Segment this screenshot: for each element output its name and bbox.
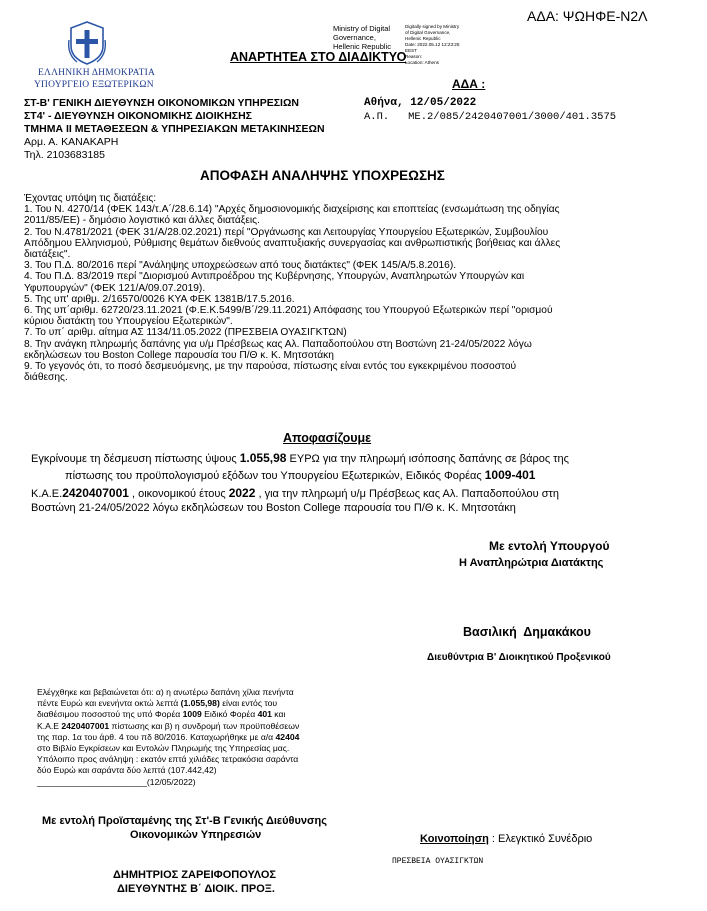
consideration-line: Έχοντας υπόψη τις διατάξεις:	[24, 193, 157, 204]
ada-label: ΑΔΑ :	[452, 77, 486, 91]
decision-text: ΕΥΡΩ για την πληρωμή ισόποσης δαπάνης σε βάρος της	[286, 453, 569, 465]
consideration-line: κύριου διατάκτη του Υπουργείου Εξωτερικών".	[24, 316, 233, 328]
bottom-by-order: Με εντολή Προϊσταμένης της Στ'-Β Γενικής Διεύθυνσης	[42, 815, 327, 827]
stamp-right-7: Location: Athens	[405, 60, 439, 65]
notification-value: Ελεγκτικό Συνέδριο	[498, 833, 593, 845]
decision-amount: 1.055,98	[239, 451, 287, 465]
decision-line-3	[31, 486, 559, 500]
verification-line	[37, 709, 299, 720]
ada-top: ΑΔΑ: ΨΩΗΦΕ-Ν2Λ	[527, 8, 648, 24]
verification-block	[37, 687, 299, 788]
greek-emblem	[67, 20, 107, 66]
bottom-signer-name: ΔΗΜΗΤΡΙΟΣ ΖΑΡΕΙΦΟΠΟΥΛΟΣ	[113, 869, 276, 881]
decision-text: Εγκρίνουμε τη δέσμευση πίστωσης ύψους	[31, 453, 240, 465]
consideration-line: διατάξεις".	[24, 249, 71, 261]
notification-sep: :	[488, 833, 499, 845]
by-order: Με εντολή Υπουργού	[489, 539, 610, 553]
consideration-line: 2011/85/ΕΕ) - δημόσιο λογιστικό και άλλες διατάξεις.	[24, 215, 260, 227]
verification-entry-number: 42404	[275, 731, 300, 742]
stamp-right-1: Digitally signed by Ministry	[405, 24, 460, 29]
decision-title: ΑΠΟΦΑΣΗ ΑΝΑΛΗΨΗΣ ΥΠΟΧΡΕΩΣΗΣ	[200, 168, 445, 183]
embassy-recipient: ΠΡΕΣΒΕΙΑ ΟΥΑΣΙΓΚΤΩΝ	[392, 857, 484, 866]
consideration-line: εκδηλώσεων του Boston College παρουσία του Π/Θ κ. Κ. Μητσοτάκη	[24, 349, 334, 361]
department-line-1: ΣΤ-Β' ΓΕΝΙΚΗ ΔΙΕΥΘΥΝΣΗ ΟΙΚΟΝΟΜΙΚΩΝ ΥΠΗΡΕΣΙΩΝ	[24, 97, 299, 109]
verification-line: Υπόλοιπο προς ανάληψη : εκατόν επτά χιλιάδες τετρακόσια σαράντα	[37, 754, 299, 765]
verification-agency: 1009	[182, 709, 202, 720]
stamp-left-2: Governance,	[333, 33, 376, 42]
department-line-2: ΣΤ4' - ΔΙΕΥΘΥΝΣΗ ΟΙΚΟΝΟΜΙΚΗΣ ΔΙΟΙΚΗΣΗΣ	[24, 110, 252, 122]
verification-line	[37, 698, 299, 709]
protocol-line: Α.Π. ΜΕ.2/085/2420407001/3000/401.3575	[364, 111, 617, 123]
consideration-line: 6. Της υπ΄αριθμ. 62720/23.11.2021 (Φ.Ε.Κ.5499/Β΄/29.11.2021) Απόφασης του Υπουργού Εξωτερικών περί "ορισμού	[24, 305, 553, 317]
bottom-signer-role: ΔΙΕΥΘΥΝΤΗΣ Β΄ ΔΙΟΙΚ. ΠΡΟΞ.	[117, 883, 275, 895]
emblem-line-1: ΕΛΛΗΝΙΚΗ ΔΗΜΟΚΡΑΤΙΑ	[38, 68, 156, 78]
verification-text: πίστωσης και β) η συνδρομή των προϋποθέσεων	[109, 720, 300, 731]
decision-text: , για την πληρωμή υ/μ Πρέσβεως κας Αλ. Παπαδοπούλου στη	[255, 488, 560, 500]
notification-label: Κοινοποίηση	[420, 833, 489, 845]
consideration-line: 8. Την ανάγκη πληρωμής δαπάνης για υ/μ Πρέσβεως κας Αλ. Παπαδοπούλου στη Βοστώνη 21-24/05/2022 λόγω	[24, 338, 532, 350]
contact-person: Αρμ. Α. ΚΑΝΑΚΑΡΗ	[24, 136, 119, 148]
consideration-line: 7. Το υπ΄ αριθμ. αίτημα ΑΣ 1134/11.05.2022 (ΠΡΕΣΒΕΙΑ ΟΥΑΣΙΓΚΤΩΝ)	[24, 327, 347, 339]
stamp-right-6: Reason:	[405, 54, 423, 59]
verification-text: Κ.Α.Ε	[37, 720, 62, 731]
decision-text: , οικονομικού έτους	[128, 488, 229, 500]
verification-line: δύο Ευρώ και σαράντα δύο λεπτά (107.442,42)	[37, 765, 217, 776]
verification-line	[37, 721, 299, 732]
verification-text: πέντε Ευρώ και ενενήντα οκτώ λεπτά	[37, 698, 181, 709]
contact-phone: Τηλ. 2103683185	[24, 149, 105, 161]
decision-text: Κ.Α.Ε.	[31, 488, 63, 500]
verification-special-agency: 401	[257, 709, 272, 720]
consideration-line: 9. Το γεγονός ότι, το ποσό δεσμευόμενης, με την παρούσα, πίστωσης είναι εντός του εγκεκριμένου ποσοστού	[24, 361, 517, 373]
decide-heading: Αποφασίζουμε	[283, 431, 372, 445]
consideration-line: διάθεσης.	[24, 372, 68, 384]
stamp-right-3: Hellenic Republic	[405, 36, 441, 41]
coat-of-arms-icon	[67, 20, 107, 66]
verification-kae: 2420407001	[61, 720, 110, 731]
stamp-right-2: of Digital Governance,	[405, 30, 451, 35]
notification	[420, 833, 592, 845]
decision-line-1	[31, 451, 569, 465]
decision-line-4: Βοστώνη 21-24/05/2022 λόγω εκδηλώσεων του Boston College παρουσία του Π/Θ κ. Κ. Μητσοτάκη	[31, 502, 516, 514]
stamp-left-3: Hellenic Republic	[333, 42, 391, 51]
verification-text: διαθέσιμου ποσοστού της υπό Φορέα	[37, 709, 183, 720]
bottom-dept: Οικονομικών Υπηρεσιών	[130, 829, 262, 841]
verification-text: της παρ. 1α του άρθ. 4 του πδ 80/2016. Καταχωρήθηκε με α/α	[37, 731, 276, 742]
consideration-line: 5. Της υπ' αριθμ. 2/16570/0026 ΚΥΑ ΦΕΚ 1381Β/17.5.2016.	[24, 293, 295, 305]
stamp-right-4: Date: 2022.05.12 12:23:25	[405, 42, 460, 47]
decision-agency: 1009-401	[484, 468, 536, 482]
verification-amount: (1.055,98)	[180, 698, 220, 709]
verification-text: Ειδικό Φορέα	[201, 709, 258, 720]
department-line-3: ΤΜΗΜΑ ΙΙ ΜΕΤΑΘΕΣΕΩΝ & ΥΠΗΡΕΣΙΑΚΩΝ ΜΕΤΑΚΙΝΗΣΕΩΝ	[24, 123, 325, 135]
verification-text: και	[271, 709, 286, 720]
consideration-line: 2. Του Ν.4781/2021 (ΦΕΚ 31/Α/28.02.2021) περί "Οργάνωσης και Λειτουργίας Υπουργείου Εξωτερικών, Συμβουλίου	[24, 226, 549, 238]
consideration-line: Υφυπουργών" (ΦΕΚ 121/Α/09.07.2019).	[24, 282, 206, 294]
signer-role: Διευθύντρια Β' Διοικητικού Προξενικού	[427, 652, 611, 663]
decision-year: 2022	[228, 486, 256, 500]
decision-kae: 2420407001	[62, 486, 129, 500]
decision-text: πίστωσης του προϋπολογισμού εξόδων του Υπουργείου Εξωτερικών, Ειδικός Φορέας	[65, 470, 485, 482]
considerations	[24, 193, 664, 383]
consideration-line: 4. Του Π.Δ. 83/2019 περί "Διορισμού Αντιπροέδρου της Κυβέρνησης, Υπουργών, Αναπληρωτών Υπουργών και	[24, 271, 525, 283]
consideration-line: 1. Του Ν. 4270/14 (ΦΕΚ 143/τ.Α΄/28.6.14) "Αρχές δημοσιονομικής διαχείρισης και εποπτείας (ενσωμάτωση της οδηγίας	[24, 204, 560, 216]
date-line: Αθήνα, 12/05/2022	[364, 97, 477, 109]
posted-heading: ΑΝΑΡΤΗΤΕΑ ΣΤΟ ΔΙΑΔΙΚΤΥΟ	[230, 50, 407, 64]
emblem-line-2: ΥΠΟΥΡΓΕΙΟ ΕΞΩΤΕΡΙΚΩΝ	[34, 80, 154, 90]
decision-line-2	[65, 468, 535, 482]
deputy-authorizer: Η Αναπληρώτρια Διατάκτης	[459, 557, 604, 569]
verification-line	[37, 732, 299, 743]
consideration-line: Απόδημου Ελληνισμού, Ρύθμισης θεμάτων διεθνούς αναπτυξιακής συνεργασίας και ανθρωπιστικής βοήθειας και άλλες	[24, 237, 561, 249]
stamp-right-5: EEST	[405, 48, 417, 53]
signer-name: Βασιλική Δημακάκου	[463, 625, 591, 639]
verification-line: Ελέγχθηκε και βεβαιώνεται ότι: α) η ανωτέρω δαπάνη χίλια πενήντα	[37, 687, 294, 697]
stamp-left-1: Ministry of Digital	[333, 24, 391, 33]
verification-text: είναι εντός του	[219, 698, 278, 709]
verification-line: στο Βιβλίο Εγκρίσεων και Εντολών Πληρωμής της Υπηρεσίας μας.	[37, 743, 290, 754]
consideration-line: 3. Του Π.Δ. 80/2016 περί "Ανάληψης υποχρεώσεων από τους διατάκτες" (ΦΕΚ 145/Α/5.8.2016).	[24, 260, 457, 272]
verification-line: _______________________(12/05/2022)	[37, 776, 196, 787]
